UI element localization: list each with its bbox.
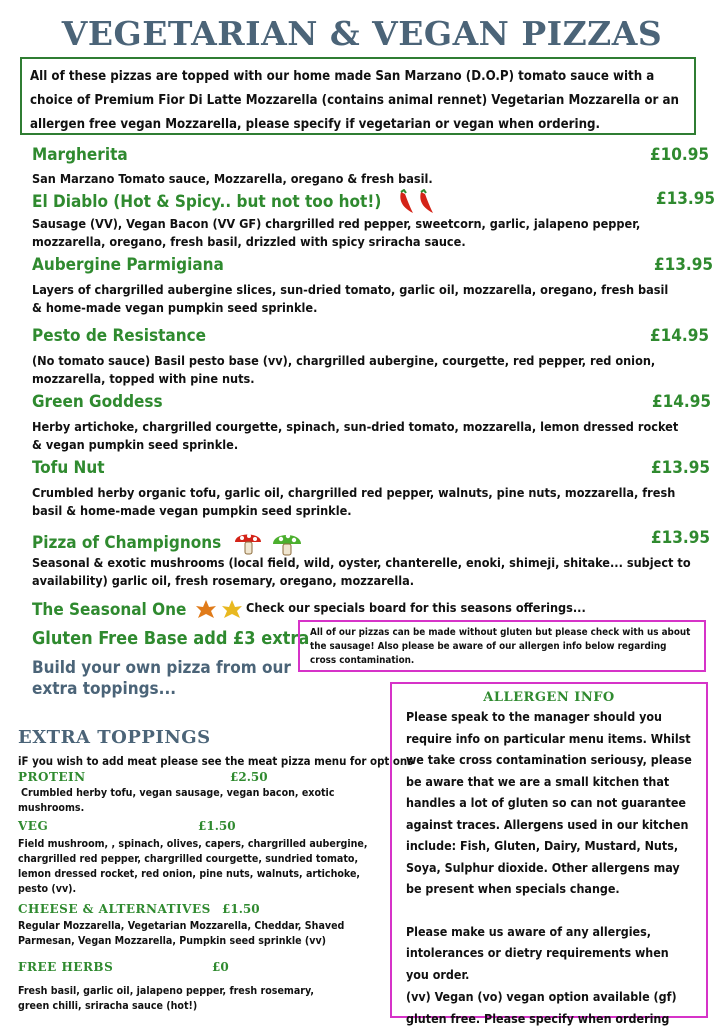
pizza-name-green-goddess: Green Goddess: [32, 392, 163, 412]
pizza-desc-aubergine-parmigiana: Layers of chargrilled aubergine slices, sun-dried tomato, garlic oil, mozzarella, oregano, fresh basil & home-made vegan pumpkin seed sprinkle.: [32, 282, 669, 315]
topping-price-protein: £2.50: [230, 770, 268, 784]
extra-toppings-title: EXTRA TOPPINGS: [18, 727, 211, 748]
gluten-free-note: All of our pizzas can be made without gluten but please check with us about the sausage! Also please be aware of our allergen info below regarding cross contamination.: [298, 620, 706, 672]
allergen-paragraph-2: Please make us aware of any allergies, intolerances or dietry requirements when you order.: [406, 923, 669, 982]
pizza-name-tofu-nut: Tofu Nut: [32, 458, 105, 478]
pizza-price-margherita: £10.95: [650, 145, 710, 165]
allergen-info-box: [390, 682, 708, 1026]
topping-items-free-herbs: Fresh basil, garlic oil, jalapeno pepper, fresh rosemary, green chilli, sriracha sauce (hot!): [18, 985, 314, 1012]
pizza-name-text: Pizza of Champignons: [32, 533, 222, 553]
page-title: VEGETARIAN & VEGAN PIZZAS: [61, 14, 663, 53]
pizza-price-green-goddess: £14.95: [652, 392, 712, 412]
pizza-name-text: El Diablo (Hot & Spicy.. but not too hot!): [32, 192, 382, 212]
topping-items-protein: Crumbled herby tofu, vegan sausage, vegan bacon, exotic mushrooms.: [18, 787, 335, 814]
autumn-leaves-icon: [194, 598, 246, 622]
intro-box: All of these pizzas are topped with our home made San Marzano (D.O.P) tomato sauce with a choice of Premium Fior Di Latte Mozzarella (contains animal rennet) Vegetarian Mozzarella or an allergen free vegan Mozzarella, please specify if vegetarian or vegan when ordering.: [20, 57, 696, 135]
pizza-name-el-diablo: [32, 189, 443, 215]
gluten-free-label: Gluten Free Base add £3 extra: [32, 628, 310, 649]
topping-price-cheese: £1.50: [222, 902, 260, 916]
pizza-desc-tofu-nut: Crumbled herby organic tofu, garlic oil, chargrilled red pepper, walnuts, pine nuts, mozzarella, fresh basil & home-made vegan pumpkin seed sprinkle.: [32, 485, 676, 518]
topping-category-free-herbs: FREE HERBS: [18, 960, 114, 974]
pizza-price-el-diablo: £13.95: [656, 189, 716, 209]
topping-items-cheese: Regular Mozzarella, Vegetarian Mozzarella, Cheddar, Shaved Parmesan, Vegan Mozzarella, Pumpkin seed sprinkle (vv): [18, 920, 345, 947]
pizza-price-aubergine-parmigiana: £13.95: [654, 255, 714, 275]
pizza-desc-champignons: Seasonal & exotic mushrooms (local field, wild, oyster, chanterelle, enoki, shimeji, shitake... subject to availability) garlic oil, fresh rosemary, oregano, mozzarella.: [32, 555, 691, 588]
topping-category-cheese: CHEESE & ALTERNATIVES: [18, 902, 211, 916]
build-your-own: Build your own pizza from our extra toppings...: [32, 658, 291, 699]
pizza-name-pesto-de-resistance: Pesto de Resistance: [32, 326, 207, 346]
pizza-price-tofu-nut: £13.95: [651, 458, 711, 478]
extra-toppings-note: iF you wish to add meat please see the meat pizza menu for options: [18, 754, 414, 768]
pizza-name-margherita: Margherita: [32, 145, 128, 165]
allergen-paragraph-1: Please speak to the manager should you require info on particular menu items. Whilst we take cross contamination seriousy, please be aware that we are a small kitchen that handles a lot of gluten so can not guarantee against traces. Allergens used in our kitchen include: Fish, Gluten, Dairy, Mustard, Nuts, Soya, Sulphur dioxide. Other allergens may be present when specials change.: [406, 709, 692, 896]
seasonal-note: Check our specials board for this seasons offerings...: [246, 600, 586, 615]
topping-items-veg: Field mushroom, , spinach, olives, capers, chargrilled aubergine, chargrilled red pepper, chargrilled courgette, sundried tomato, lemon dressed rocket, red onion, pine nuts, walnuts, artichoke, pesto (vv).: [18, 838, 368, 895]
pizza-desc-pesto-de-resistance: (No tomato sauce) Basil pesto base (vv), chargrilled aubergine, courgette, red pepper, red onion, mozzarella, topped with pine nuts.: [32, 353, 656, 386]
seasonal-name: [32, 598, 246, 622]
pizza-desc-margherita: San Marzano Tomato sauce, Mozzarella, oregano & fresh basil.: [32, 171, 433, 186]
pizza-price-pesto-de-resistance: £14.95: [650, 326, 710, 346]
pizza-desc-el-diablo: Sausage (VV), Vegan Bacon (VV GF) chargrilled red pepper, sweetcorn, garlic, jalapeno pepper, mozzarella, oregano, fresh basil, drizzled with spicy sriracha sauce.: [32, 216, 641, 249]
pizza-price-champignons: £13.95: [651, 528, 711, 548]
topping-price-free-herbs: £0: [212, 960, 229, 974]
seasonal-name-text: The Seasonal One: [32, 600, 187, 620]
topping-category-veg: VEG: [18, 819, 49, 833]
pizza-desc-green-goddess: Herby artichoke, chargrilled courgette, spinach, sun-dried tomato, mozzarella, lemon dressed rocket & vegan pumpkin seed sprinkle.: [32, 419, 679, 452]
topping-category-protein: PROTEIN: [18, 770, 86, 784]
topping-price-veg: £1.50: [198, 819, 236, 833]
allergen-paragraph-3: (vv) Vegan (vo) vegan option available (gf) gluten free. Please specify when ordering: [406, 989, 677, 1026]
pizza-name-aubergine-parmigiana: Aubergine Parmigiana: [32, 255, 224, 275]
allergen-title: ALLERGEN INFO: [483, 690, 615, 705]
chilli-icon: [395, 192, 443, 212]
